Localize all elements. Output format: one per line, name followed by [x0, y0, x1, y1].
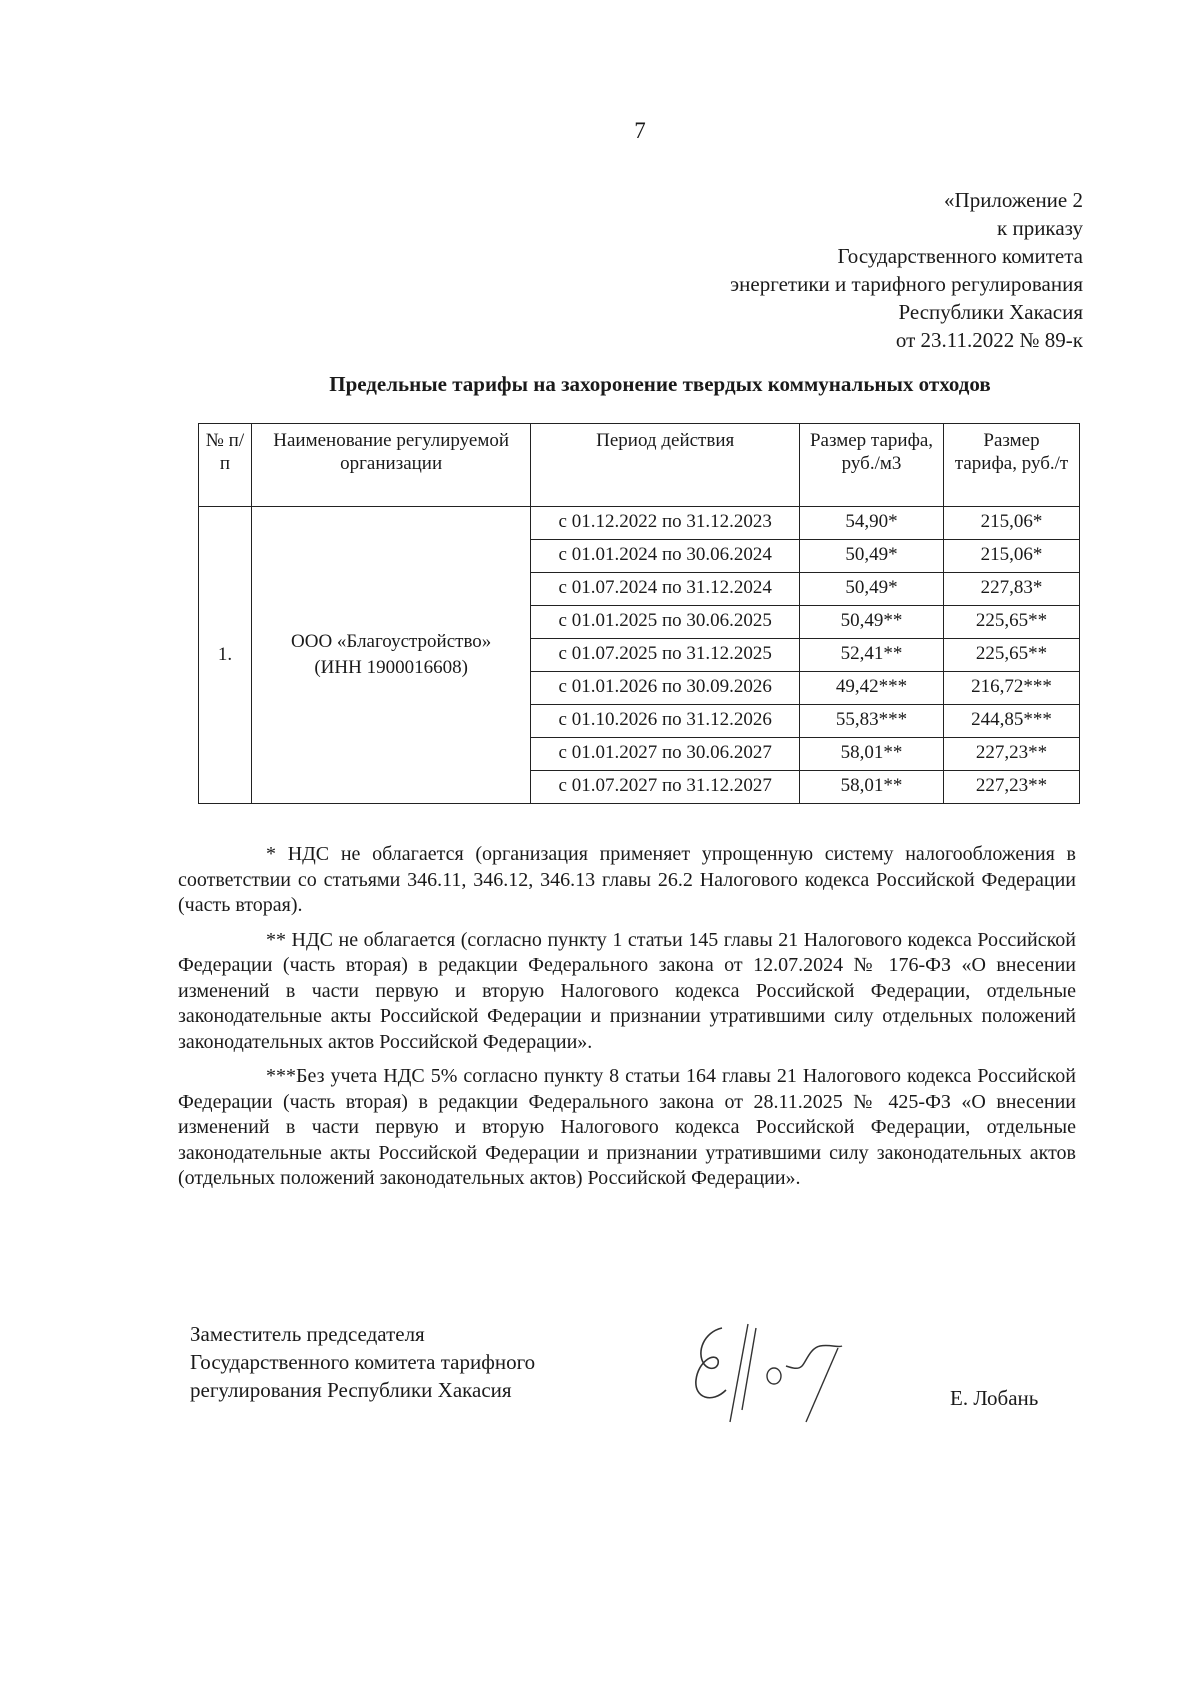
appendix-line: «Приложение 2	[944, 188, 1083, 212]
organization-cell	[251, 507, 530, 804]
appendix-line: Республики Хакасия	[898, 300, 1083, 324]
tariff-m3-cell: 54,90*	[800, 507, 944, 540]
tariff-t-cell: 227,23**	[944, 771, 1080, 804]
tariff-t-cell: 244,85***	[944, 705, 1080, 738]
footnote-double-asterisk: ** НДС не облагается (согласно пункту 1 статьи 145 главы 21 Налогового кодекса Российской Федерации (часть вторая) в редакции Федерального закона от 12.07.2024 № 176-ФЗ «О внесении изменений в части первую и вторую Налогового кодекса Российской Федерации, отдельные законодательные акты Российской Федерации и признании утратившими силу отдельных положений законодательных актов Российской Федерации».	[178, 928, 1076, 1053]
footnote-triple-asterisk: ***Без учета НДС 5% согласно пункту 8 статьи 164 главы 21 Налогового кодекса Российской Федерации (часть вторая) в редакции Федерального закона от 28.11.2025 № 425-ФЗ «О внесении изменений в части первую и вторую Налогового кодекса Российской Федерации, отдельные законодательные акты Российской Федерации и признании утратившими силу законодательных актов (отдельных положений законодательных актов) Российской Федерации».	[178, 1065, 1076, 1189]
header-number: № п/п	[199, 424, 252, 507]
header-period: Период действия	[531, 424, 800, 507]
tariff-m3-cell: 58,01**	[800, 771, 944, 804]
period-cell: с 01.07.2024 по 31.12.2024	[531, 573, 800, 606]
period-cell: с 01.01.2024 по 30.06.2024	[531, 540, 800, 573]
tariff-t-cell: 215,06*	[944, 540, 1080, 573]
document-title: Предельные тарифы на захоронение твердых коммунальных отходов	[329, 372, 991, 396]
header-tariff-t: Размер тарифа, руб./т	[944, 424, 1080, 507]
tariff-t-cell: 215,06*	[944, 507, 1080, 540]
organization-inn: (ИНН 1900016608)	[314, 657, 468, 678]
tariff-m3-cell: 50,49**	[800, 606, 944, 639]
tariff-m3-cell: 50,49*	[800, 573, 944, 606]
tariff-t-cell: 225,65**	[944, 606, 1080, 639]
signer-position	[190, 1320, 535, 1404]
handwritten-signature	[690, 1318, 860, 1428]
signer-name: Е. Лобань	[950, 1386, 1039, 1410]
tariff-m3-cell: 50,49*	[800, 540, 944, 573]
signer-line: Государственного комитета тарифного	[190, 1350, 536, 1374]
period-cell: с 01.01.2025 по 30.06.2025	[531, 606, 800, 639]
tariff-m3-cell: 52,41**	[800, 639, 944, 672]
table-header-row	[199, 424, 1080, 507]
tariff-m3-cell: 55,83***	[800, 705, 944, 738]
tariff-t-cell: 216,72***	[944, 672, 1080, 705]
table-row	[199, 507, 1080, 540]
tariff-t-cell: 225,65**	[944, 639, 1080, 672]
appendix-line: Государственного комитета	[837, 244, 1083, 268]
appendix-line: к приказу	[997, 216, 1083, 240]
tariff-table	[198, 423, 1080, 804]
period-cell: с 01.10.2026 по 31.12.2026	[531, 705, 800, 738]
tariff-t-cell: 227,23**	[944, 738, 1080, 771]
period-cell: с 01.01.2027 по 30.06.2027	[531, 738, 800, 771]
row-number: 1.	[199, 507, 252, 804]
period-cell: с 01.07.2027 по 31.12.2027	[531, 771, 800, 804]
signer-line: Заместитель председателя	[190, 1322, 425, 1346]
signer-line: регулирования Республики Хакасия	[190, 1378, 512, 1402]
period-cell: с 01.07.2025 по 31.12.2025	[531, 639, 800, 672]
page-number: 7	[634, 118, 646, 143]
period-cell: с 01.12.2022 по 31.12.2023	[531, 507, 800, 540]
appendix-reference	[730, 186, 1083, 354]
appendix-line: от 23.11.2022 № 89-к	[895, 328, 1083, 352]
organization-name: ООО «Благоустройство»	[291, 631, 492, 652]
tariff-m3-cell: 58,01**	[800, 738, 944, 771]
appendix-line: энергетики и тарифного регулирования	[730, 272, 1083, 296]
tariff-m3-cell: 49,42***	[800, 672, 944, 705]
period-cell: с 01.01.2026 по 30.09.2026	[531, 672, 800, 705]
header-tariff-m3: Размер тарифа, руб./м3	[800, 424, 944, 507]
footnote-single-asterisk: * НДС не облагается (организация применяет упрощенную систему налогообложения в соответствии со статьями 346.11, 346.12, 346.13 главы 26.2 Налогового кодекса Российской Федерации (часть вторая).	[178, 843, 1076, 916]
footnotes	[178, 842, 1076, 1201]
header-organization: Наименование регулируемой организации	[251, 424, 530, 507]
tariff-t-cell: 227,83*	[944, 573, 1080, 606]
